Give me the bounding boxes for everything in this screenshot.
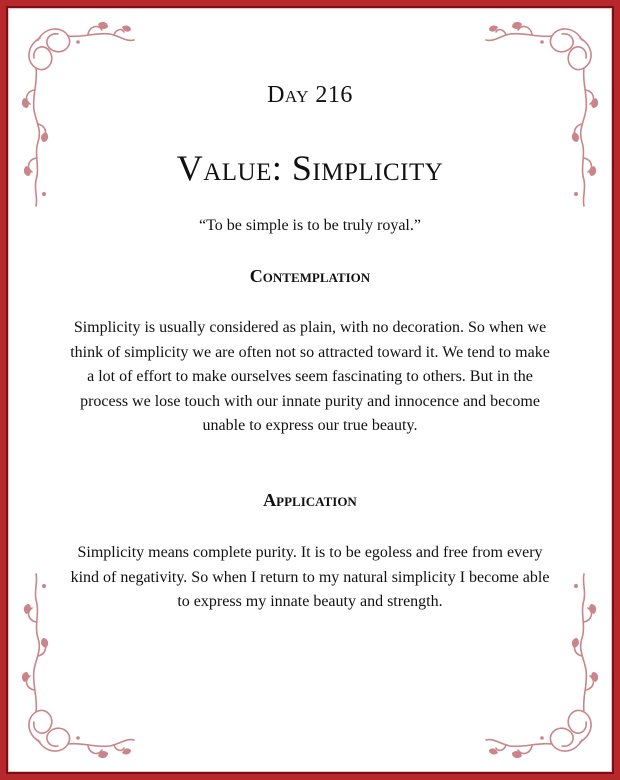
- value-title: Value: Simplicity: [176, 148, 444, 188]
- contemplation-heading: Contemplation: [249, 266, 371, 286]
- contemplation-text: Simplicity is usually considered as plain, with no decoration. So when we think of simplicity we are often not so attracted toward it. We tend to make a lot of effort to make ourselves seem fascinating to others. But in the process we lose touch with our innate purity and innocence and become unable to express our true beauty.: [70, 319, 550, 434]
- application-heading: Application: [263, 490, 357, 510]
- application-text: Simplicity means complete purity. It is to be egoless and free from every kind of negativity. So when I return to my natural simplicity I become able to express my innate beauty and strength.: [70, 544, 550, 610]
- day-title: Day 216: [267, 82, 353, 108]
- page-panel: [6, 6, 614, 774]
- quote: “To be simple is to be truly royal.”: [199, 217, 421, 234]
